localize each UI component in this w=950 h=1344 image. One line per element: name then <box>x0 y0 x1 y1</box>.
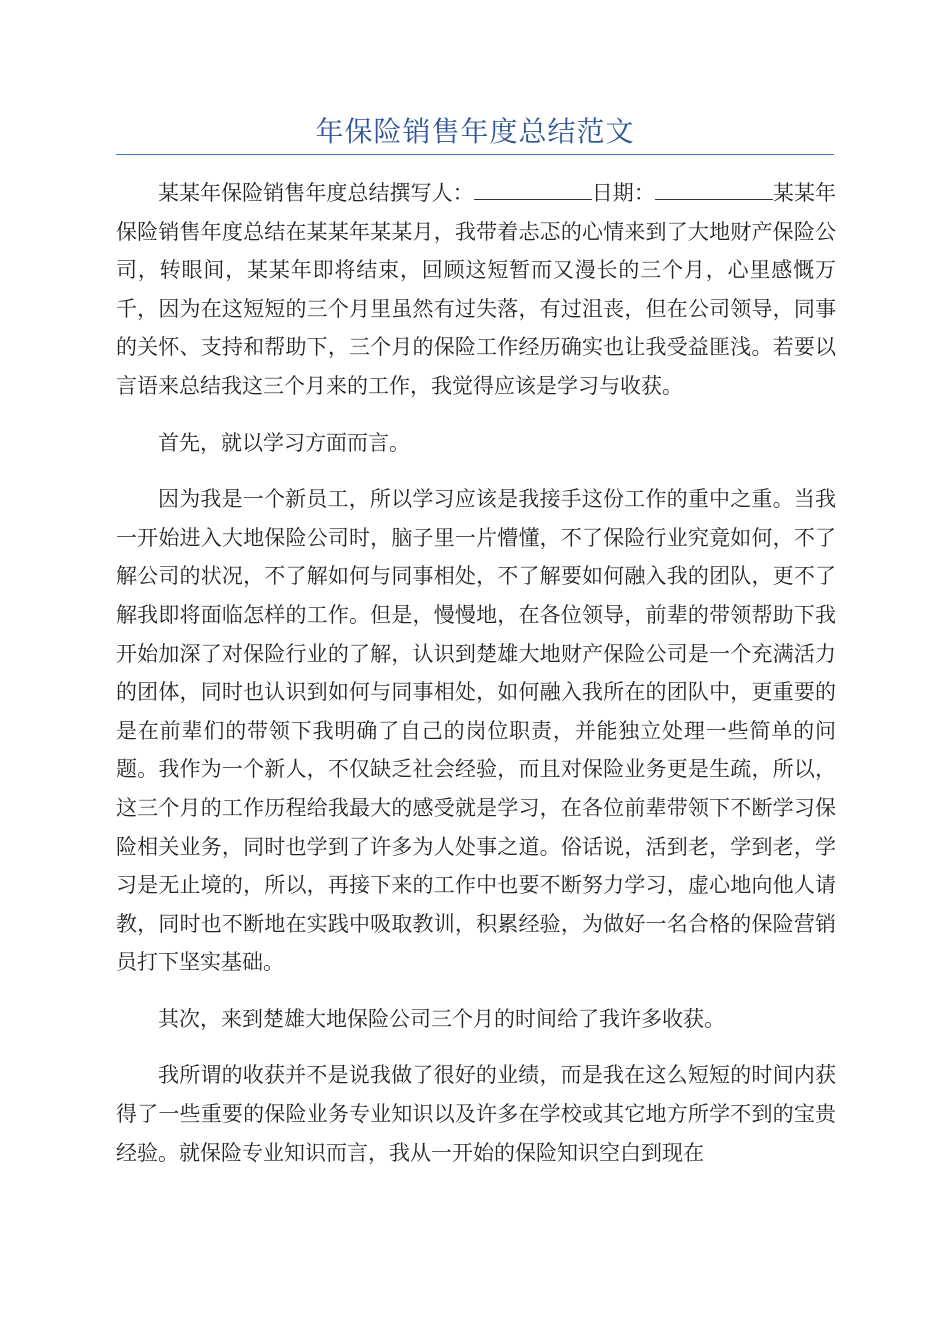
document-title: 年保险销售年度总结范文 <box>315 115 635 148</box>
body-paragraph: 因为我是一个新员工，所以学习应该是我接手这份工作的重中之重。当我一开始进入大地保险公司时，脑子里一片懵懂，不了保险行业究竟如何，不了解公司的状况，不了解如何与同事相处，不了解要如何融入我的团队，更不了解我即将面临怎样的工作。但是，慢慢地，在各位领导，前辈的带领帮助下我开始加深了对保险行业的了解，认识到楚雄大地财产保险公司是一个充满活力的团体，同时也认识到如何与同事相处，如何融入我所在的团队中，更重要的是在前辈们的带领下我明确了自己的岗位职责，并能独立处理一些简单的问题。我作为一个新人，不仅缺乏社会经验，而且对保险业务更是生疏，所以，这三个月的工作历程给我最大的感受就是学习，在各位前辈带领下不断学习保险相关业务，同时也学到了许多为人处事之道。俗话说，活到老，学到老，学习是无止境的，所以，再接下来的工作中也要不断努力学习，虚心地向他人请教，同时也不断地在实践中吸取教训，积累经验，为做好一名合格的保险营销员打下坚实基础。 <box>116 487 836 975</box>
author-blank <box>474 177 592 200</box>
body-paragraph: 我所谓的收获并不是说我做了很好的业绩，而是我在这么短短的时间内获得了一些重要的保险业务专业知识以及许多在学校或其它地方所学不到的宝贵经验。就保险专业知识而言，我从一开始的保险知识空白到现在 <box>116 1063 836 1165</box>
author-label: 某某年保险销售年度总结撰写人： <box>158 181 474 205</box>
date-blank <box>655 177 773 200</box>
title-underline <box>116 154 834 155</box>
date-label: 日期： <box>591 181 655 205</box>
body-paragraph: 其次，来到楚雄大地保险公司三个月的时间给了我许多收获。 <box>158 1006 725 1031</box>
intro-paragraph <box>116 174 836 406</box>
document-body <box>116 174 836 1190</box>
intro-text: 某某年保险销售年度总结在某某年某某月，我带着忐忑的心情来到了大地财产保险公司，转眼间，某某年即将结束，回顾这短暂而又漫长的三个月，心里感慨万千，因为在这短短的三个月里虽然有过失落，有过沮丧，但在公司领导，同事的关怀、支持和帮助下，三个月的保险工作经历确实也让我受益匪浅。若要以言语来总结我这三个月来的工作，我觉得应该是学习与收获。 <box>116 181 837 398</box>
body-paragraph: 首先，就以学习方面而言。 <box>158 430 410 455</box>
